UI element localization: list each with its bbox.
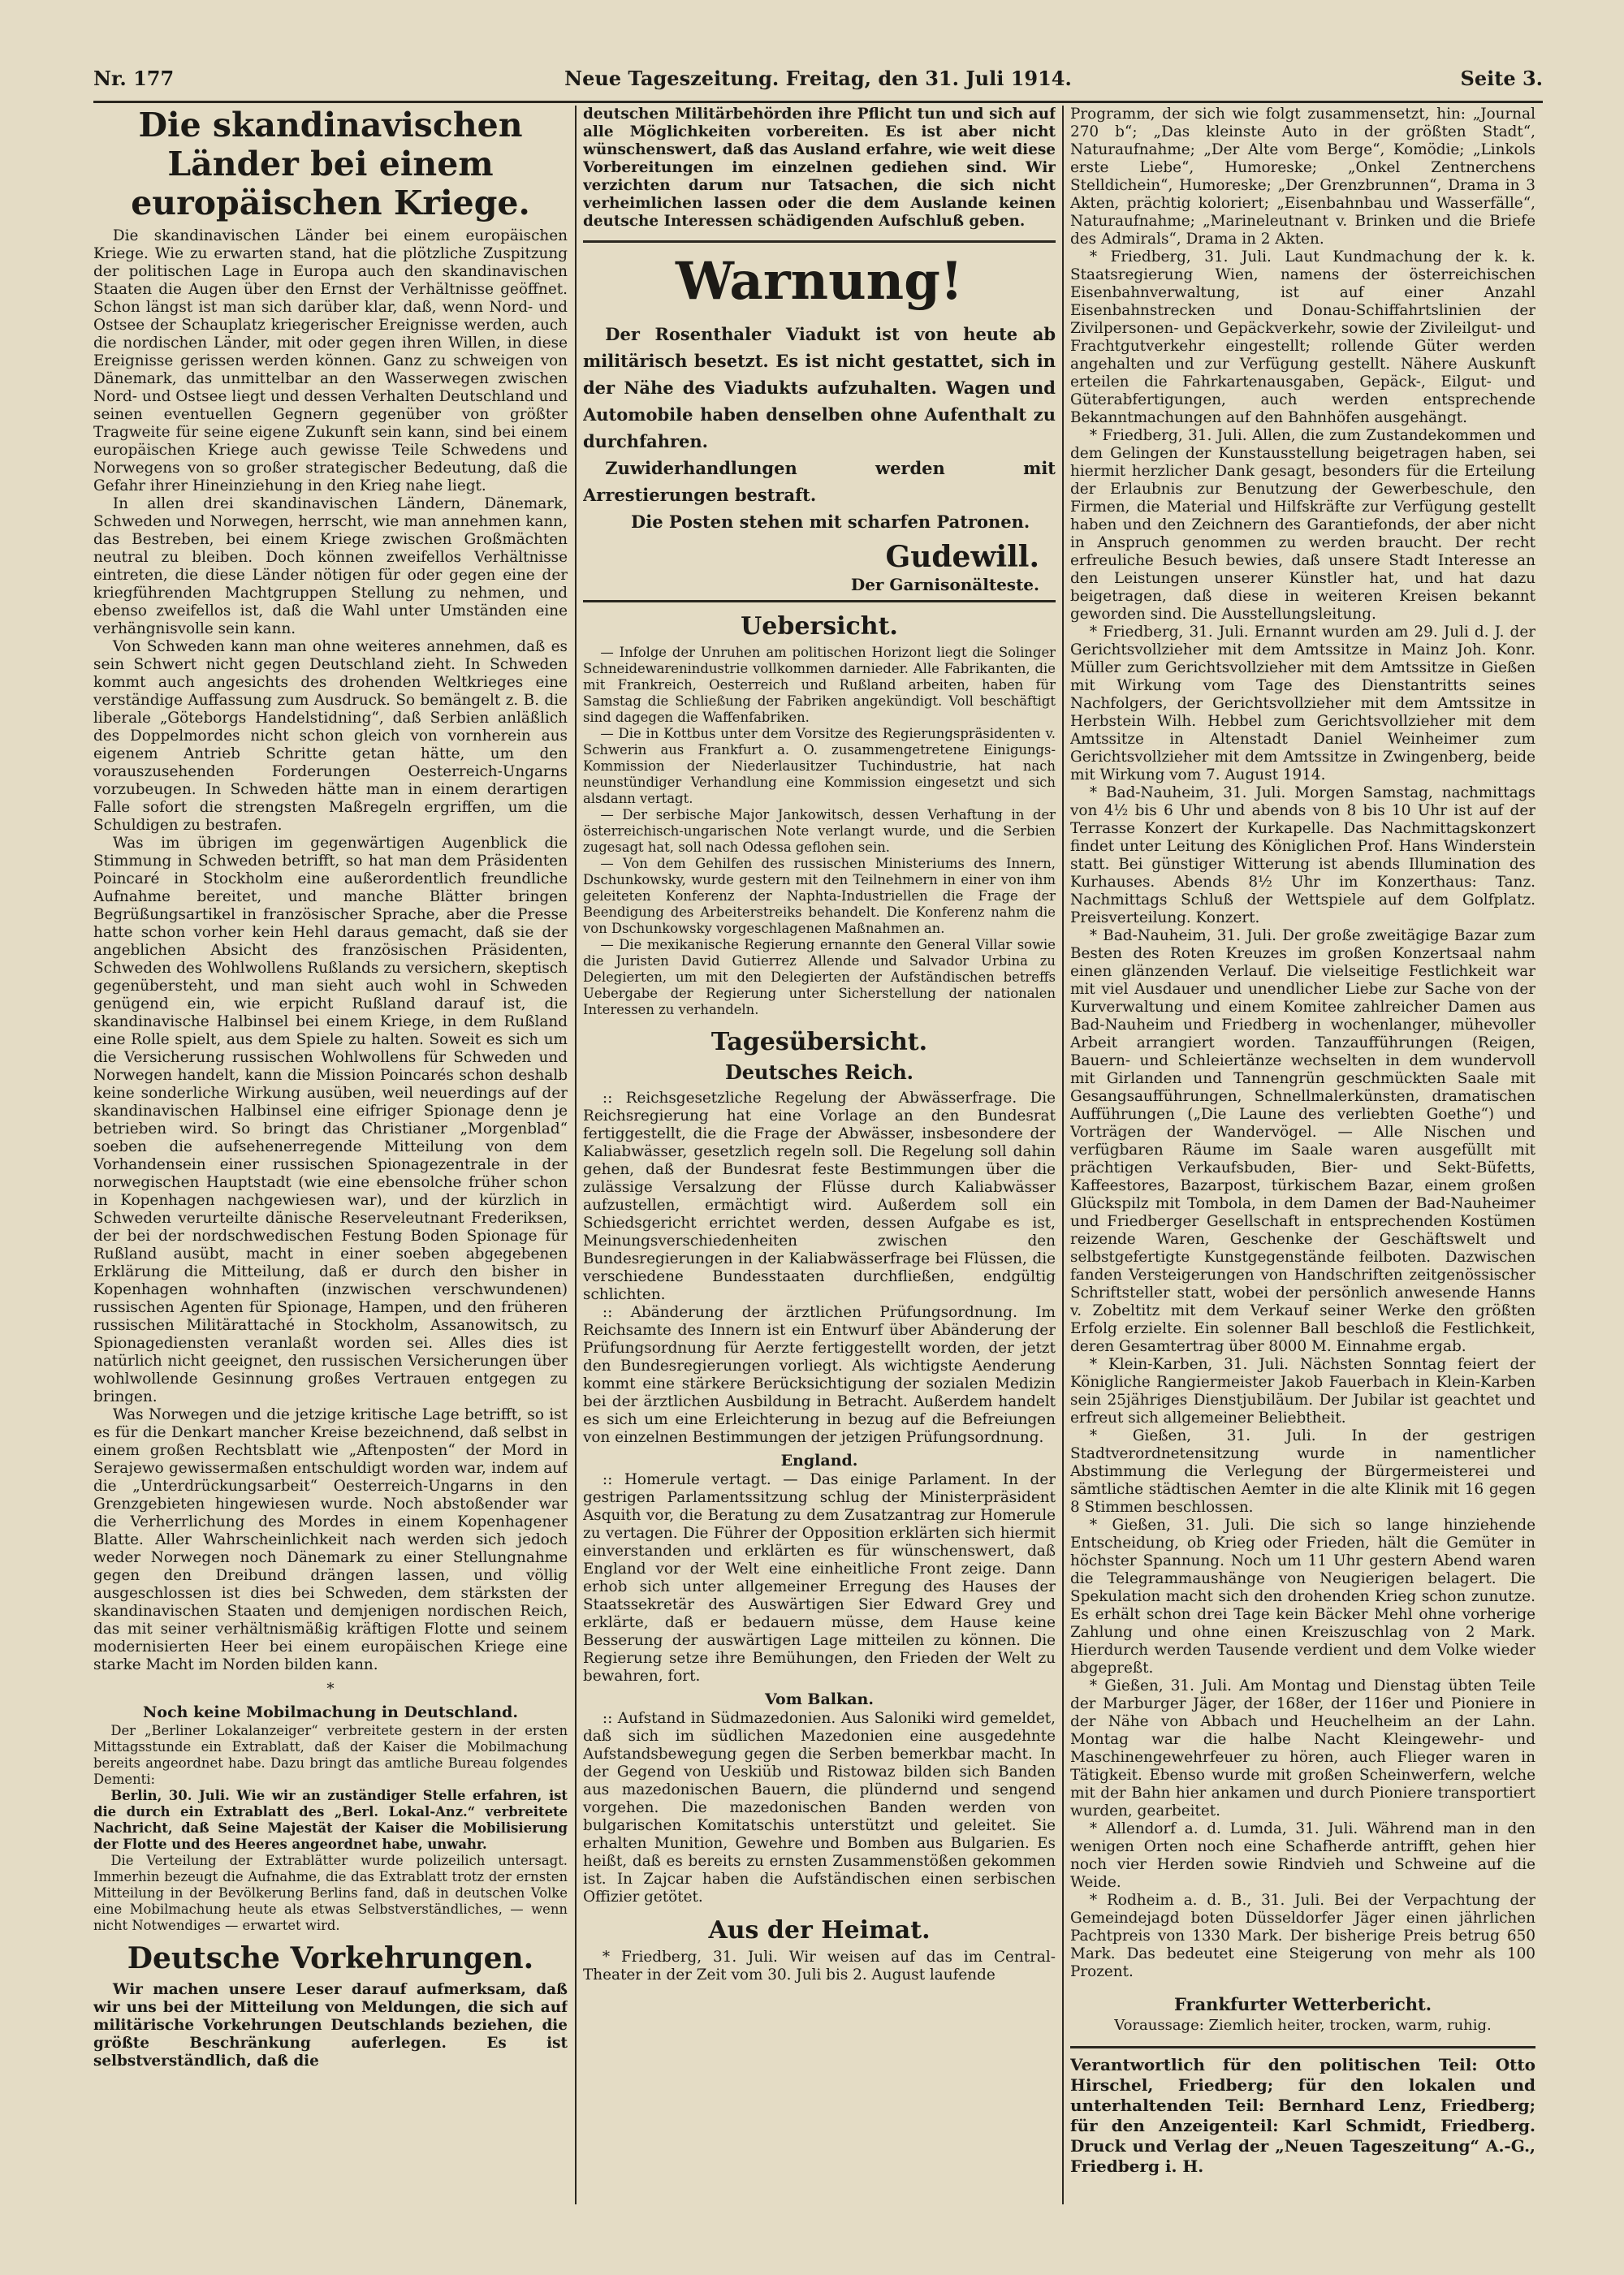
article-title-vorkehrungen: Deutsche Vorkehrungen. (127, 1941, 534, 1975)
paragraph: * Rodheim a. d. B., 31. Juli. Bei der Verpachtung der Gemeindejagd boten Düsseldorfer Jäger einen jährlichen Pachtpreis von 1330 Mark. Der bisherige Preis betrug 650 Mark. Das bedeutet eine Steigerung von mehr als 100 Prozent. (1070, 1892, 1535, 1980)
page-header (93, 63, 1543, 101)
article-title-scandinavia: Die skandinavischen Länder bei einem europäischen Kriege. (131, 106, 530, 222)
masthead-line: Neue Tageszeitung. Freitag, den 31. Juli 1914. (564, 67, 1072, 90)
paragraph: Was im übrigen im gegenwärtigen Augenblick die Stimmung in Schweden betrifft, so hat man dem Präsidenten Poincaré in Stockholm eine außerordentlich freundliche Aufnahme bereitet, und manche Blätter bringen Begrüßungsartikel in französischer Sprache, aber die Presse hatte schon vorher kein Hehl daraus gemacht, daß sie der angeblichen Absicht des französischen Präsidenten, Schweden des Wohlwollens Rußlands zu versichern, skeptisch gegenübersteht, und man sieht auch wohl in Schweden genügend ein, wie erpicht Rußland darauf ist, die skandinavische Halbinsel bei einem Kriege, in dem Rußland eine Rolle spielt, aus dem Spiele zu halten. Soweit es sich um die Versicherung russischen Wohlwollens für Schweden und Norwegen handelt, kann die Mission Poincarés schon deshalb keine sonderliche Wirkung ausüben, weil neuerdings auf der skandinavischen Halbinsel eine eifriger Spionage denn je betrieben wird. So bringt das Christianer „Morgenblad“ soeben die aufsehenerregende Mitteilung von dem Vorhandensein einer russischen Spionagezentrale in der norwegischen Hauptstadt (wie eine ebensolche früher schon in Kopenhagen nachgewiesen war), und der kürzlich in Schweden verurteilte dänische Reserveleutnant Frederiksen, der bei der nordschwedischen Festung Boden Spionage für Rußland ausübt, macht in einer soeben abgegebenen Erklärung die Mitteilung, daß er durch den bisher in Kopenhagen wohnhaften (inzwischen verschwundenen) russischen Agenten für Spionage, Hampen, und den früheren russischen Militärattaché in Stockholm, Assanowitsch, zu Spionagediensten veranlaßt worden sei. Alles dies ist natürlich nicht geeignet, den russischen Versicherungen über wohlwollende Gesinnung großes Vertrauen entgegen zu bringen. (93, 835, 568, 1405)
paragraph: * Friedberg, 31. Juli. Ernannt wurden am 29. Juli d. J. der Gerichtsvollzieher mit dem Amtssitze in Mainz Joh. Konr. Müller zum Gerichtsvollzieher mit dem Amtssitze in Gießen mit Wirkung vom Tage des Dienstantritts seines Nachfolgers, der Gerichtsvollzieher mit dem Amtssitze in Herbstein Wilh. Hebbel zum Gerichtsvollzieher mit dem Amtssitze in Altenstadt Daniel Weinheimer zum Gerichtsvollzieher mit dem Amtssitze in Zwingenberg, beide mit Wirkung vom 7. August 1914. (1070, 624, 1535, 784)
subheading-england: England. (780, 1452, 858, 1470)
imprint: Verantwortlich für den politischen Teil: Otto Hirschel, Friedberg; für den lokalen und unterhaltenden Teil: Bernhard Lenz, Friedberg; für den Anzeigenteil: Karl Schmidt, Friedberg. Druck und Verlag der „Neuen Tageszeitung“ A.-G., Friedberg i. H. (1070, 2046, 1535, 2177)
paragraph: :: Abänderung der ärztlichen Prüfungsordnung. Im Reichsamte des Innern ist ein Entwurf über Abänderung der Prüfungsordnung für Aerzte fertiggestellt worden, der jetzt den Bundesregierungen vorliegt. Als wichtigste Aenderung kommt eine stärkere Berücksichtigung der sozialen Medizin bei der ärztlichen Ausbildung in Betracht. Außerdem handelt es sich um eine Erleichterung in bezug auf die Befreiungen von einzelnen Bestimmungen der jetzigen Prüfungsordnung. (583, 1304, 1056, 1446)
paragraph: * Gießen, 31. Juli. Die sich so lange hinziehende Entscheidung, ob Krieg oder Frieden, hält die Gemüter in höchster Spannung. Noch um 11 Uhr gestern Abend waren die Telegrammaushänge von Neugierigen belagert. Die Spekulation macht sich den drohenden Krieg schon zunutze. Es erhält schon drei Tage kein Bäcker Mehl ohne vorherige Zahlung und ohne einen Kreiszuschlag von 2 Mark. Hierdurch werden Tausende verdient und dem Volke wieder abgepreßt. (1070, 1517, 1535, 1677)
column-divider-2 (1062, 106, 1064, 2204)
warning-signature-role: Der Garnisonälteste. (850, 575, 1039, 594)
paragraph: Die Verteilung der Extrablätter wurde polizeilich untersagt. Immerhin bezeugt die Aufnahme, die das Extrablatt trotz der ernsten Mitteilung in der Bevölkerung Berlins fand, daß in deutschen Volke eine Mobilmachung heute als etwas Selbstverständliches, — wenn nicht Notwendiges — erwartet wird. (93, 1853, 568, 1933)
section-subtitle-reich: Deutsches Reich. (724, 1060, 914, 1084)
issue-number: Nr. 177 (93, 67, 175, 90)
paragraph: * Allendorf a. d. Lumda, 31. Juli. Während man in den wenigen Orten noch eine Schafherde antrifft, gehen hier noch vier Herden sowie Rindvieh und Schweine auf die Weide. (1070, 1820, 1535, 1891)
warning-title: Warnung! (676, 251, 963, 312)
paragraph: — Infolge der Unruhen am politischen Horizont liegt die Solinger Schneidewarenindustrie vollkommen darnieder. Alle Fabrikanten, die mit Frankreich, Oesterreich und Rußland arbeiten, haben für Samstag die Schließung der Fabriken angekündigt. Voll beschäftigt sind dagegen die Waffenfabriken. (583, 645, 1056, 725)
paragraph: * Friedberg, 31. Juli. Laut Kundmachung der k. k. Staatsregierung Wien, namens der österreichischen Eisenbahnverwaltung, ist auf einer Anzahl Eisenbahnstrecken und Donau-Schiffahrtslinien der Zivilpersonen- und Gepäckverkehr, sowie der Zivileilgut- und Frachtgutverkehr eingestellt; rollende Güter werden angehalten und zur Verfügung gestellt. Nähere Auskunft erteilen die Fahrkartenausgaben, Gepäck-, Eilgut- und Güterabfertigungen, auch werden entsprechende Bekanntmachungen auf den Bahnhöfen ausgehängt. (1070, 248, 1535, 426)
paragraph: Wir machen unsere Leser darauf aufmerksam, daß wir uns bei der Mitteilung von Meldungen, die sich auf militärische Vorkehrungen Deutschlands beziehen, die größte Beschränkung auferlegen. Es ist selbstverständlich, daß die (93, 1981, 568, 2070)
column-2 (583, 106, 1056, 2200)
paragraph: * Klein-Karben, 31. Juli. Nächsten Sonntag feiert der Königliche Rangiermeister Jakob Fauerbach in Klein-Karben sein 25jähriges Dienstjubiläum. Der Jubilar ist geachtet und erfreut sich allgemeiner Beliebtheit. (1070, 1356, 1535, 1427)
uebersicht-body (583, 645, 1056, 1018)
paragraph: — Von dem Gehilfen des russischen Ministeriums des Innern, Dschunkowsky, wurde gestern mit den Teilnehmern in einer von ihm geleiteten Konferenz der Naphta-Industriellen die Frage der Beendigung des Arbeiterstreiks behandelt. Die Konferenz nahm die von Dschunkowsky vorgeschlagenen Maßnahmen an. (583, 856, 1056, 936)
paragraph: Was Norwegen und die jetzige kritische Lage betrifft, so ist es für die Denkart mancher Kreise bezeichnend, daß selbst in einem großen Rechtsblatt wie „Aftenposten“ der Mord in Serajewo gewissermaßen entschuldigt worden war, indem auf die „Unterdrückungsarbeit“ Oesterreich-Ungarns in den Grenzgebieten hingewiesen wurde. Noch abstoßender war die Verherrlichung des Mordes in einem Kopenhagener Blatte. Aller Wahrscheinlichkeit nach werden sich jedoch weder Norwegen noch Dänemark zu einer Stellungnahme gegen den Dreibund drängen lassen, und völlig ausgeschlossen ist dies bei Schweden, dem stärksten der skandinavischen Staaten und demjenigen nordischen Reich, das mit seiner verhältnismäßig kräftigen Flotte und seinem modernisierten Heer bei einem europäischen Kriege eine starke Macht im Norden bilden kann. (93, 1406, 568, 1673)
warning-text: Der Rosenthaler Viadukt ist von heute ab militärisch besetzt. Es ist nicht gestattet, sich in der Nähe des Viadukts aufzuhalten. Wagen und Automobile haben denselben ohne Aufenthalt zu durchfahren. (583, 324, 1056, 451)
paragraph: Programm, der sich wie folgt zusammensetzt, hin: „Journal 270 b“; „Das kleinste Auto in der größten Stadt“, Naturaufnahme; „Der Alte vom Berge“, Komödie; „Linkols erste Liebe“, Humoreske; „Onkel Zentnerchens Stelldichein“, Humoreske; „Der Grenzbrunnen“, Drama in 3 Akten, prächtig koloriert; „Eisenbahnbau und Wasserfälle“, Naturaufnahme; „Marineleutnant v. Brinken und die Briefe des Admirals“, Drama in 2 Akten. (1070, 106, 1535, 248)
warning-text: Die Posten stehen mit scharfen Patronen. (631, 512, 1030, 532)
subheading-balkan: Vom Balkan. (765, 1690, 874, 1708)
weather-title: Frankfurter Wetterbericht. (1173, 1994, 1432, 2014)
paragraph: :: Homerule vertagt. — Das einige Parlament. In der gestrigen Parlamentssitzung schlug der Ministerpräsident Asquith vor, die Beratung zu dem Zusatzantrag zur Homerule zu vertagen. Die Führer der Opposition erklärten sich hiermit einverstanden und erklärten es für wünschenswert, daß England vor der Welt eine einheitliche Front zeige. Dann erhob sich unter allgemeiner Erregung des Hauses der Staatssekretär des Auswärtigen Sier Edward Grey und erklärte, daß er bedauern müsse, dem Hause keine Besserung der auswärtigen Lage mitteilen zu können. Die Regierung setze ihre Bemühungen, den Frieden der Welt zu bewahren, fort. (583, 1471, 1056, 1685)
paragraph: Der „Berliner Lokalanzeiger“ verbreitete gestern in der ersten Mittagsstunde ein Extrablatt, daß der Kaiser die Mobilmachung bereits angeordnet habe. Dazu bringt das amtliche Bureau folgendes Dementi: (93, 1723, 568, 1787)
paragraph: * Bad-Nauheim, 31. Juli. Morgen Samstag, nachmittags von 4½ bis 6 Uhr und abends von 8 bis 10 Uhr ist auf der Terrasse Konzert der Kurkapelle. Das Nachmittagskonzert findet unter Leitung des Königlichen Prof. Hans Winderstein statt. Bei günstiger Witterung ist abends Illumination des Kurhauses. Abends 8½ Uhr im Konzerthaus: Tanz. Nachmittags Schluß der Wettspiele auf dem Golfplatz. Preisverteilung. Konzert. (1070, 784, 1535, 926)
mobilization-heading: Noch keine Mobilmachung in Deutschland. (143, 1703, 518, 1721)
paragraph: Von Schweden kann man ohne weiteres annehmen, daß es sein Schwert nicht gegen Deutschland zieht. In Schweden kommt auch angesichts des drohenden Weltkrieges eine verständige Auffassung zum Ausdruck. So bemängelt z. B. die liberale „Göteborgs Handelstidning“, daß Serbien anläßlich des Doppelmordes nicht schon gleich von vornherein aus eigenem Antrieb Schritte getan hätte, um den vorauszusehenden Forderungen Oesterreich-Ungarns vorzubeugen. In Schweden hätte man in einem derartigen Falle sofort die strengsten Maßregeln ergriffen, um die Schuldigen zu bestrafen. (93, 638, 568, 834)
paragraph: deutschen Militärbehörden ihre Pflicht tun und sich auf alle Möglichkeiten vorbereiten. Es ist aber nicht wünschenswert, daß das Ausland erfahre, wie weit diese Vorbereitungen im einzelnen gediehen sind. Wir verzichten darum nur Tatsachen, die sich nicht verheimlichen lassen oder die dem Auslande keinen deutsche Interessen schädigenden Aufschluß geben. (583, 106, 1056, 230)
page-number: Seite 3. (1460, 67, 1543, 90)
mobilization-body (93, 1723, 568, 1934)
paragraph: Berlin, 30. Juli. Wie wir an zuständiger Stelle erfahren, ist die durch ein Extrablatt des „Berl. Lokal-Anz.“ verbreitete Nachricht, daß Seine Majestät der Kaiser die Mobilisierung der Flotte und des Heeres angeordnet habe, unwahr. (93, 1788, 568, 1852)
section-title-heimat: Aus der Heimat. (708, 1916, 931, 1945)
section-title-tagesuebersicht: Tagesübersicht. (710, 1028, 928, 1056)
warning-notice (583, 240, 1056, 602)
header-rule (93, 101, 1543, 103)
paragraph: :: Aufstand in Südmazedonien. Aus Saloniki wird gemeldet, daß sich im südlichen Mazedonien eine ausgedehnte Aufstandsbewegung gegen die Serben bemerkbar macht. In der Gegend von Ueskiüb und Ristowaz bilden sich Banden aus mazedonischen Bauern, die plündernd und sengend vorgehen. Die mazedonischen Banden werden von bulgarischen Komitatschis unterstützt und geleitet. Sie erhalten Munition, Gewehre und Bomben aus Bulgarien. Es heißt, daß es bereits zu ernsten Zusammenstößen gekommen ist. In Zajcar haben die Aufständischen einen serbischen Offizier getötet. (583, 1710, 1056, 1906)
section-title-uebersicht: Uebersicht. (741, 612, 898, 641)
weather-forecast: Voraussage: Ziemlich heiter, trocken, warm, ruhig. (1114, 2017, 1492, 2034)
paragraph: * Bad-Nauheim, 31. Juli. Der große zweitägige Bazar zum Besten des Roten Kreuzes im großen Konzertsaal nahm einen glänzenden Verlauf. Die vielseitige Festlichkeit war mit viel Ausdauer und unendlicher Liebe zur Sache von der Kurverwaltung und einem Komitee zahlreicher Damen aus Bad-Nauheim und Friedberg in wochenlanger, mühevoller Arbeit arrangiert worden. Tanzaufführungen (Reigen, Bauern- und Schleiertänze wechselten in dem wundervoll mit Girlanden und Tannengrün geschmückten Saale mit Gesangsaufführungen, Schnellmalerkünsten, dramatischen Aufführungen („Die Laune des verliebten Goethe“) und Vorträgen der Wandervögel. — Alle Nischen und verfügbaren Räume im Saale waren ausgefüllt mit prächtigen Verkaufsbuden, Bier- und Sekt-Büfetts, Kaffeestores, Bazarpost, türkischem Bazar, einem großen Glückspilz mit Tombola, in dem Damen der Bad-Nauheimer und Friedberger Gesellschaft in entsprechenden Kostümen reizende Waren, Geschenke der Geschäftswelt und selbstgefertigte Kunstgegenstände feilboten. Dazwischen fanden Versteigerungen von Handschriften zeitgenössischer Schriftsteller statt, wobei der persönlich anwesende Hanns v. Zobeltitz mit dem Verkauf seiner Werke den größten Erfolg erzielte. Ein solenner Ball beschloß die Festlichkeit, deren Gesamtertrag über 8000 M. Einnahme ergab. (1070, 927, 1535, 1355)
column-1 (93, 106, 568, 2200)
paragraph: * Friedberg, 31. Juli. Allen, die zum Zustandekommen und dem Gelingen der Kunstausstellung beigetragen haben, sei hiermit herzlicher Dank gesagt, besonders für die Erteilung der Erlaubnis zur Benutzung der Gewerbeschule, den Firmen, die Material und Hilfskräfte zur Verfügung gestellt haben und den Zeichnern des Garantiefonds, der aber nicht in Anspruch genommen zu werden braucht. Der recht erfreuliche Besuch bewies, daß unsere Stadt Interesse an den Leistungen unserer Künstler hat, und hat dazu beigetragen, daß diese in weiteren Kreisen bekannt geworden sind. Die Ausstellungsleitung. (1070, 427, 1535, 623)
column-3 (1070, 106, 1535, 2200)
column-divider-1 (575, 106, 577, 2204)
paragraph: * Gießen, 31. Juli. Am Montag und Dienstag übten Teile der Marburger Jäger, der 168er, der 116er und Pioniere in der Nähe von Abbach und Heuchelheim an der Lahn. Montag war die halbe Nacht Kleingewehr- und Maschinengewehrfeuer zu hören, auch Flieger waren in Tätigkeit. Ebenso wurde mit großen Scheinwerfern, welche mit der Bahn hier ankamen und durch Pioniere transportiert wurden, gearbeitet. (1070, 1677, 1535, 1820)
paragraph: * Gießen, 31. Juli. In der gestrigen Stadtverordnetensitzung wurde in namentlicher Abstimmung die Verlegung der Bürgermeisterei und sämtliche städtischen Aemter in die alte Klinik mit 16 gegen 8 Stimmen beschlossen. (1070, 1427, 1535, 1516)
warning-text: Zuwiderhandlungen werden mit Arrestierungen bestraft. (583, 458, 1056, 505)
article-body-scandinavia (93, 227, 568, 1674)
warning-signature: Gudewill. (885, 540, 1039, 574)
paragraph: — Die in Kottbus unter dem Vorsitze des Regierungspräsidenten v. Schwerin aus Frankfurt a. O. zusammengetretene Einigungs-Kommission der Niederlausitzer Tuchindustrie, hat nach neunstündiger Verhandlung eine Kommission eingesetzt und sich alsdann vertagt. (583, 726, 1056, 806)
paragraph: Die skandinavischen Länder bei einem europäischen Kriege. Wie zu erwarten stand, hat die plötzliche Zuspitzung der politischen Lage in Europa auch den skandinavischen Staaten die Augen über den Ernst der Verhältnisse geöffnet. Schon längst ist man sich darüber klar, daß, wenn Nord- und Ostsee der Schauplatz kriegerischer Ereignisse werden, auch die nordischen Länder, mit oder gegen ihren Willen, in diese Ereignisse gerissen werden können. Ganz zu schweigen von Dänemark, das unmittelbar an den Wasserwegen zwischen Nord- und Ostsee liegt und dessen Verhalten Deutschland und seinen eventuellen Gegnern gegenüber von größter Tragweite für seine eigene Zukunft sein kann, sind bei einem europäischen Kriege auch gewisse Teile Schwedens und Norwegens von so großer strategischer Bedeutung, daß die Gefahr ihrer Hineinziehung in den Krieg nahe liegt. (93, 227, 568, 494)
separator-star: * (326, 1681, 335, 1698)
paragraph: — Der serbische Major Jankowitsch, dessen Verhaftung in der österreichisch-ungarischen Note verlangt wurde, und die Serbien zugesagt hat, soll nach Odessa geflohen sein. (583, 807, 1056, 855)
paragraph: * Friedberg, 31. Juli. Wir weisen auf das im Central-Theater in der Zeit vom 30. Juli bis 2. August laufende (583, 1949, 1056, 1984)
paragraph: :: Reichsgesetzliche Regelung der Abwässerfrage. Die Reichsregierung hat eine Vorlage an den Bundesrat fertiggestellt, die die Frage der Abwässer, insbesondere der Kaliabwässer, gesetzlich regeln soll. Die Regelung soll dahin gehen, daß der Bundesrat feste Bestimmungen über die zulässige Versalzung der Flüsse durch Kaliabwässer aufzustellen, ermächtigt wird. Außerdem soll ein Schiedsgericht errichtet werden, dessen Aufgabe es ist, Meinungsverschiedenheiten zwischen den Bundesregierungen in der Kaliabwässerfrage bei Flüssen, die verschiedene Bundesstaaten durchfließen, endgültig schlichten. (583, 1090, 1056, 1303)
paragraph: — Die mexikanische Regierung ernannte den General Villar sowie die Juristen David Gutierrez Allende und Salvador Urbina zu Delegierten, um mit den Delegierten der Aufständischen betreffs Uebergabe der Regierung unter Sicherstellung der nationalen Interessen zu verhandeln. (583, 937, 1056, 1017)
local-news-body (1070, 106, 1535, 1981)
paragraph: In allen drei skandinavischen Ländern, Dänemark, Schweden und Norwegen, herrscht, wie man annehmen kann, das Bestreben, bei einem Kriege zwischen Großmächten neutral zu bleiben. Doch können zweifellos Verhältnisse eintreten, die diese Länder nötigen für oder gegen eine der kriegführenden Machtgruppen Stellung zu nehmen, und ebenso zweifellos ist, daß die Wahl unter Umständen eine verhängnisvolle sein kann. (93, 495, 568, 637)
